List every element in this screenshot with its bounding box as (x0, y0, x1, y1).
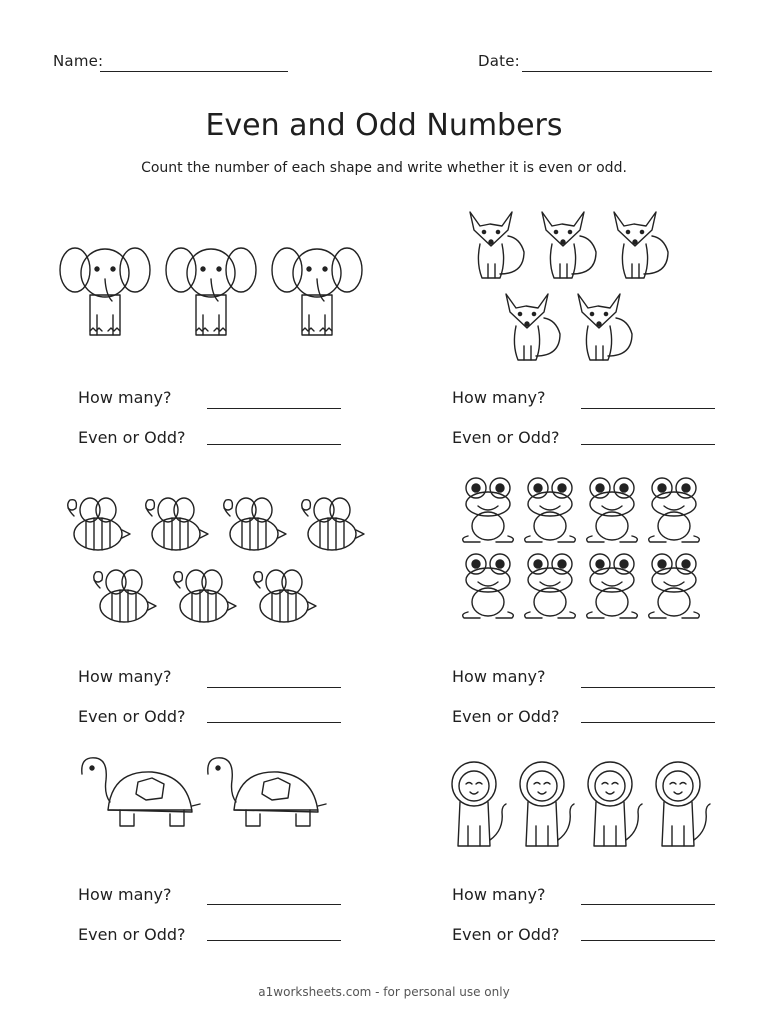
date-line[interactable] (522, 71, 712, 72)
answer-line[interactable] (581, 722, 715, 723)
name-line[interactable] (100, 71, 288, 72)
instructions: Count the number of each shape and write whether it is even or odd. (141, 160, 627, 176)
how-many-label: How many? (78, 388, 172, 407)
bee-group (60, 492, 390, 627)
turtle-group (78, 752, 328, 842)
how-many-label: How many? (78, 885, 172, 904)
answer-line[interactable] (207, 904, 341, 905)
how-many-label: How many? (452, 885, 546, 904)
even-or-odd-label: Even or Odd? (452, 428, 560, 447)
name-label: Name: (53, 52, 104, 70)
answer-line[interactable] (207, 408, 341, 409)
even-or-odd-label: Even or Odd? (78, 428, 186, 447)
lion-group (446, 758, 721, 858)
frog-group (460, 474, 720, 624)
answer-line[interactable] (207, 940, 341, 941)
elephant-group (60, 230, 360, 340)
answer-line[interactable] (207, 687, 341, 688)
how-many-label: How many? (452, 388, 546, 407)
page-title: Even and Odd Numbers (205, 108, 563, 143)
answer-line[interactable] (207, 722, 341, 723)
answer-line[interactable] (581, 408, 715, 409)
answer-line[interactable] (581, 940, 715, 941)
even-or-odd-label: Even or Odd? (78, 925, 186, 944)
answer-line[interactable] (581, 444, 715, 445)
even-or-odd-label: Even or Odd? (452, 925, 560, 944)
answer-line[interactable] (207, 444, 341, 445)
even-or-odd-label: Even or Odd? (78, 707, 186, 726)
how-many-label: How many? (78, 667, 172, 686)
fox-group (468, 208, 688, 373)
date-label: Date: (478, 52, 520, 70)
answer-line[interactable] (581, 904, 715, 905)
even-or-odd-label: Even or Odd? (452, 707, 560, 726)
answer-line[interactable] (581, 687, 715, 688)
footer-credit: a1worksheets.com - for personal use only (258, 985, 510, 999)
how-many-label: How many? (452, 667, 546, 686)
